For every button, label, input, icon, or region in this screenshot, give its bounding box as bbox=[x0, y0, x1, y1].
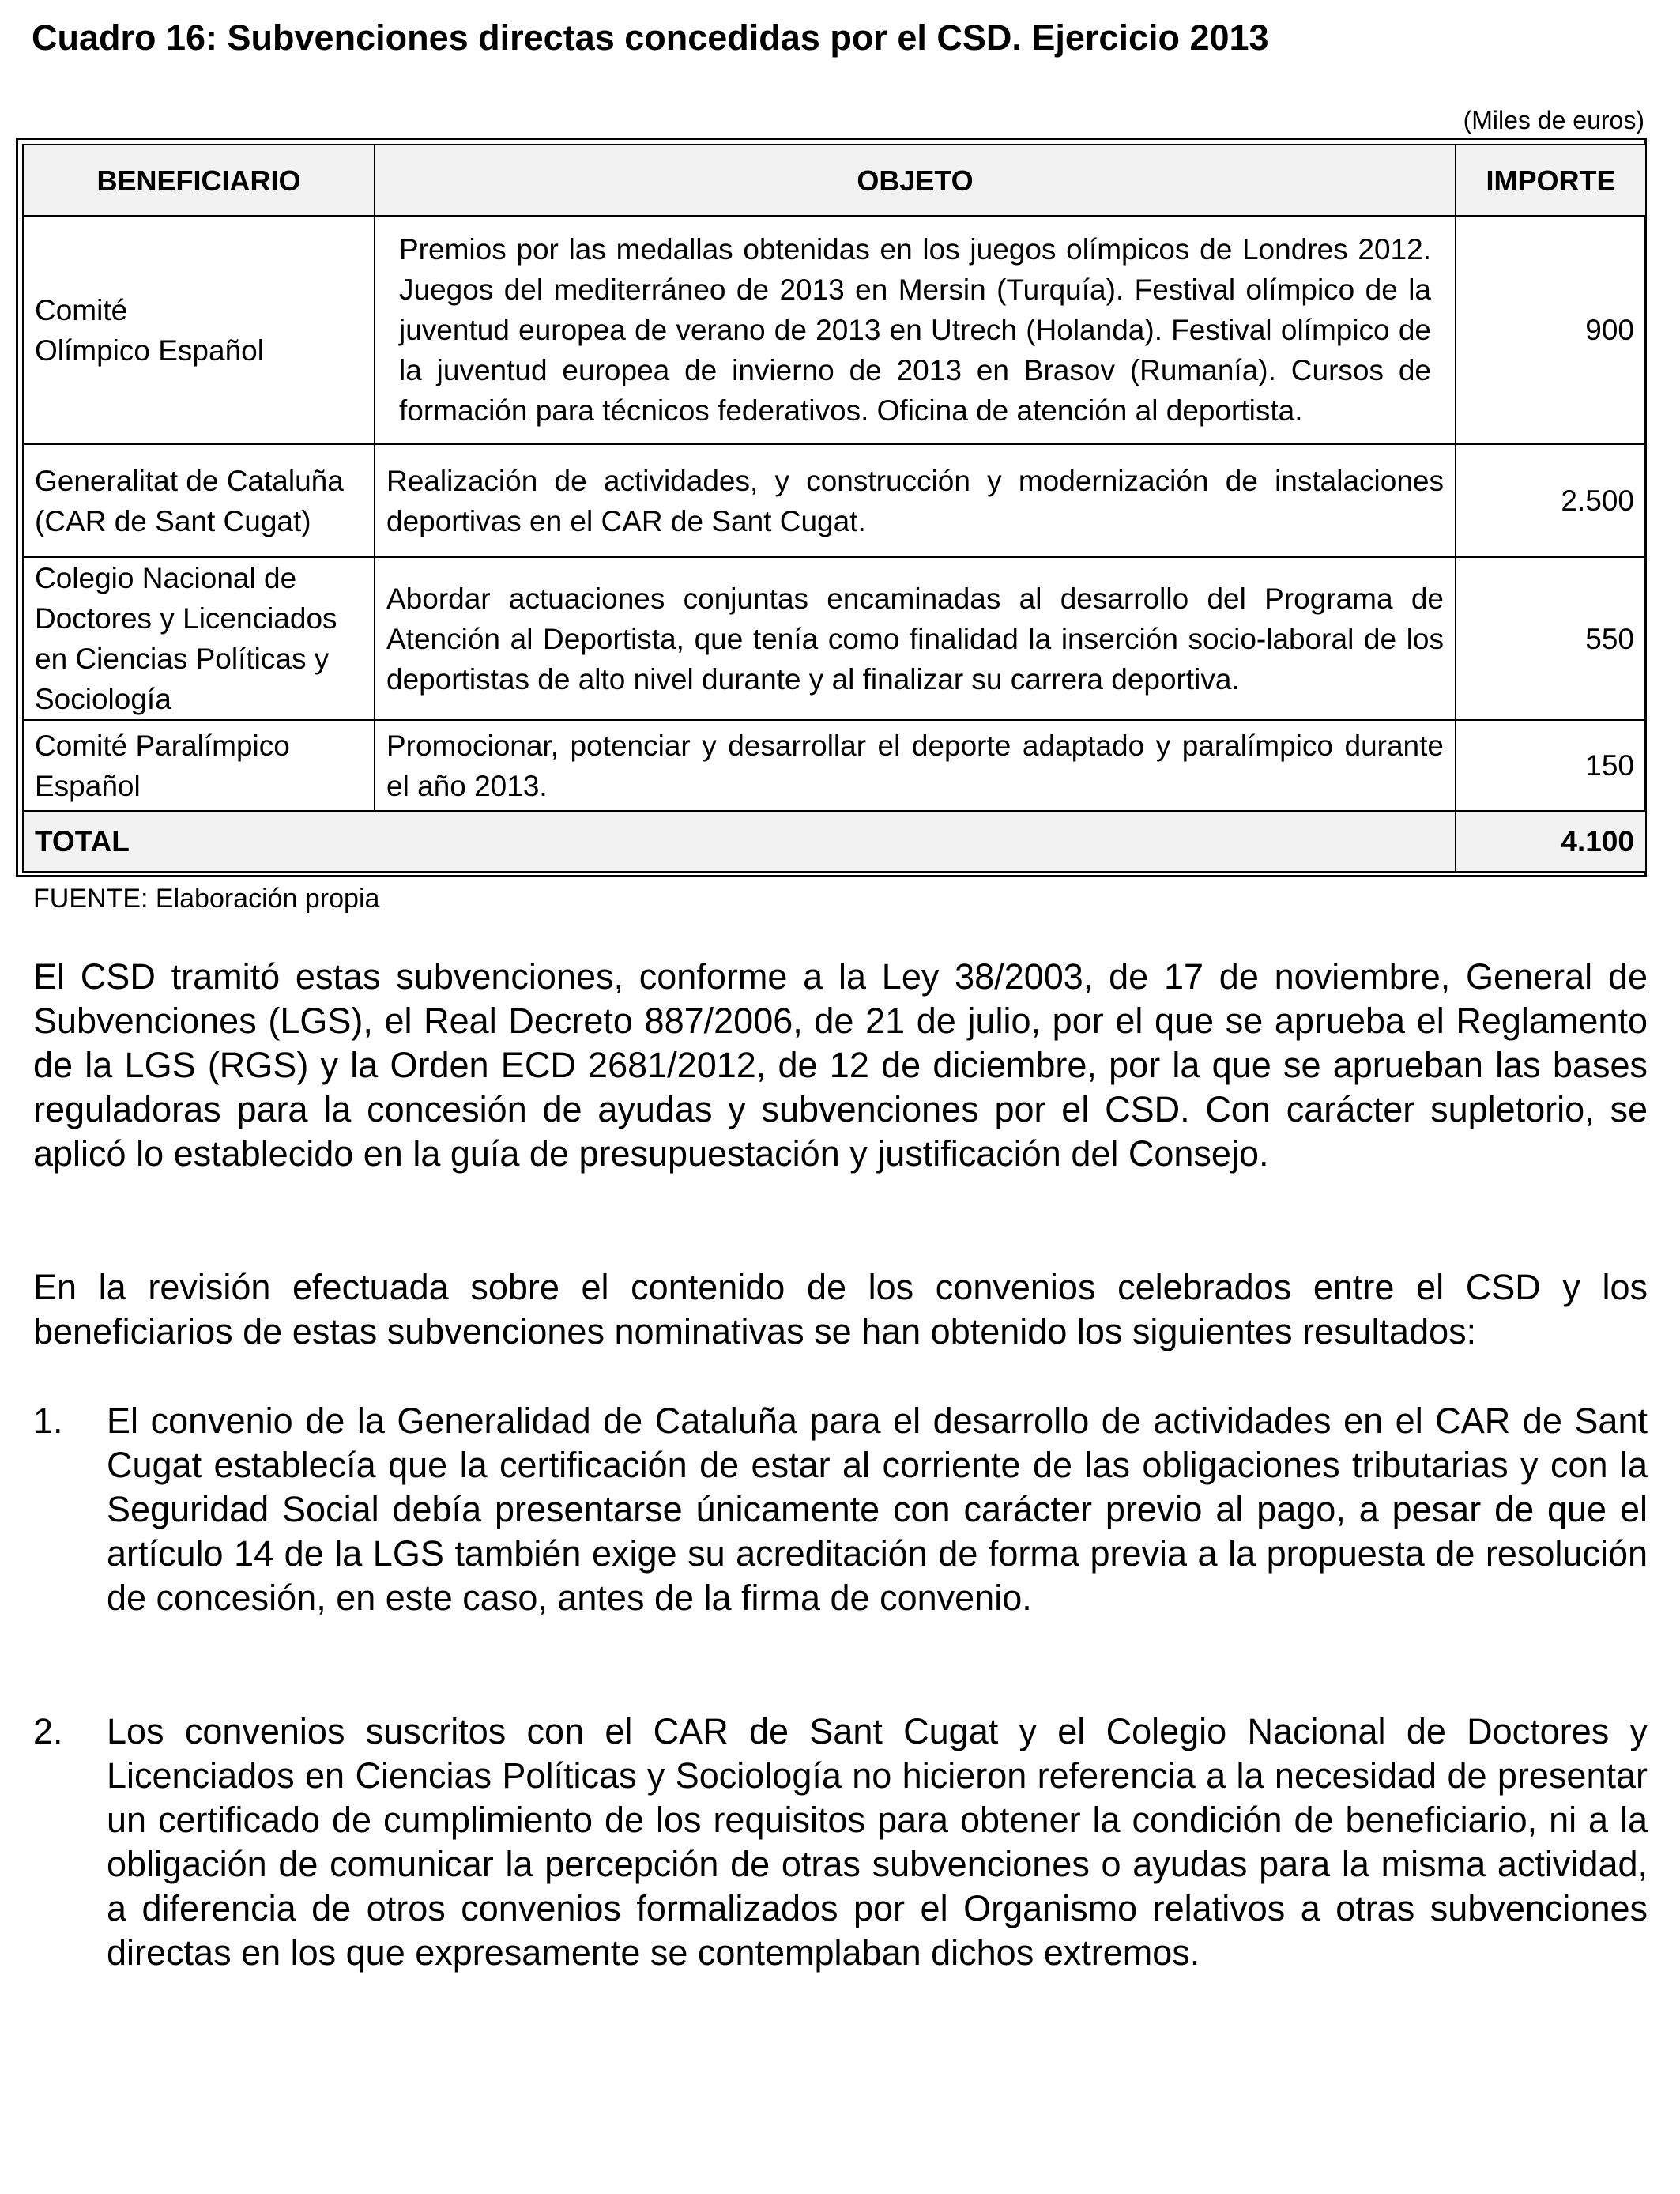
list-number: 2. bbox=[33, 1711, 63, 1751]
table-title: Cuadro 16: Subvenciones directas concedidas por el CSD. Ejercicio 2013 bbox=[32, 17, 1269, 58]
cell-objeto: Promocionar, potenciar y desarrollar el deporte adaptado y paralímpico durante el año 2013. bbox=[375, 720, 1456, 811]
units-note: (Miles de euros) bbox=[1463, 106, 1644, 134]
list-number: 1. bbox=[33, 1400, 63, 1441]
header-objeto: OBJETO bbox=[375, 145, 1456, 216]
cell-objeto: Abordar actuaciones conjuntas encaminadas al desarrollo del Programa de Atención al Deportista, que tenía como finalidad la inserción socio-laboral de los deportistas de alto nivel durante y al finalizar su carrera deportiva. bbox=[375, 557, 1456, 720]
source-note: FUENTE: Elaboración propia bbox=[33, 884, 380, 914]
total-label: TOTAL bbox=[23, 811, 1456, 872]
cell-beneficiario: Generalitat de Cataluña (CAR de Sant Cugat) bbox=[23, 444, 375, 557]
total-value: 4.100 bbox=[1456, 811, 1646, 872]
header-beneficiario: BENEFICIARIO bbox=[23, 145, 375, 216]
table-row bbox=[23, 557, 1646, 720]
list-item bbox=[33, 1710, 1648, 1975]
cell-importe: 550 bbox=[1456, 557, 1646, 720]
paragraph: El CSD tramitó estas subvenciones, conforme a la Ley 38/2003, de 17 de noviembre, General de Subvenciones (LGS), el Real Decreto 887/2006, de 21 de julio, por el que se aprueba el Reglamento de la LGS (RGS) y la Orden ECD 2681/2012, de 12 de diciembre, por la que se aprueban las bases reguladoras para la concesión de ayudas y subvenciones por el CSD. Con carácter supletorio, se aplicó lo establecido en la guía de presupuestación y justificación del Consejo. bbox=[33, 956, 1648, 1174]
cell-beneficiario: Comité Paralímpico Español bbox=[23, 720, 375, 811]
table-header-row bbox=[23, 145, 1646, 216]
cell-importe: 150 bbox=[1456, 720, 1646, 811]
cell-importe: 2.500 bbox=[1456, 444, 1646, 557]
table-total-row bbox=[23, 811, 1646, 872]
list-item bbox=[33, 1399, 1648, 1620]
cell-beneficiario: Comité Olímpico Español bbox=[23, 216, 375, 444]
list-text: Los convenios suscritos con el CAR de Sant Cugat y el Colegio Nacional de Doctores y Licenciados en Ciencias Políticas y Sociología no hicieron referencia a la necesidad de presentar un certificado de cumplimiento de los requisitos para obtener la condición de beneficiario, ni a la obligación de comunicar la percepción de otras subvenciones o ayudas para la misma actividad, a diferencia de otros convenios formalizados por el Organismo relativos a otras subvenciones directas en los que expresamente se contemplaban dichos extremos. bbox=[107, 1711, 1648, 1973]
cell-beneficiario: Colegio Nacional de Doctores y Licenciados en Ciencias Políticas y Sociología bbox=[23, 557, 375, 720]
header-importe: IMPORTE bbox=[1456, 145, 1646, 216]
list-text: El convenio de la Generalidad de Cataluña para el desarrollo de actividades en el CAR de Sant Cugat establecía que la certificación de estar al corriente de las obligaciones tributarias y con la Seguridad Social debía presentarse únicamente con carácter previo al pago, a pesar de que el artículo 14 de la LGS también exige su acreditación de forma previa a la propuesta de resolución de concesión, en este caso, antes de la firma de convenio. bbox=[107, 1400, 1648, 1618]
table-row bbox=[23, 720, 1646, 811]
cell-importe: 900 bbox=[1456, 216, 1646, 444]
table-row bbox=[23, 216, 1646, 444]
subsidies-table bbox=[16, 138, 1647, 877]
cell-objeto: Premios por las medallas obtenidas en los juegos olímpicos de Londres 2012. Juegos del mediterráneo de 2013 en Mersin (Turquía). Festival olímpico de la juventud europea de verano de 2013 en Utrech (Holanda). Festival olímpico de la juventud europea de invierno de 2013 en Brasov (Rumanía). Cursos de formación para técnicos federativos. Oficina de atención al deportista. bbox=[375, 216, 1456, 444]
table-row bbox=[23, 444, 1646, 557]
cell-objeto: Realización de actividades, y construcción y modernización de instalaciones deportivas en el CAR de Sant Cugat. bbox=[375, 444, 1456, 557]
paragraph: En la revisión efectuada sobre el contenido de los convenios celebrados entre el CSD y los beneficiarios de estas subvenciones nominativas se han obtenido los siguientes resultados: bbox=[33, 1267, 1648, 1351]
